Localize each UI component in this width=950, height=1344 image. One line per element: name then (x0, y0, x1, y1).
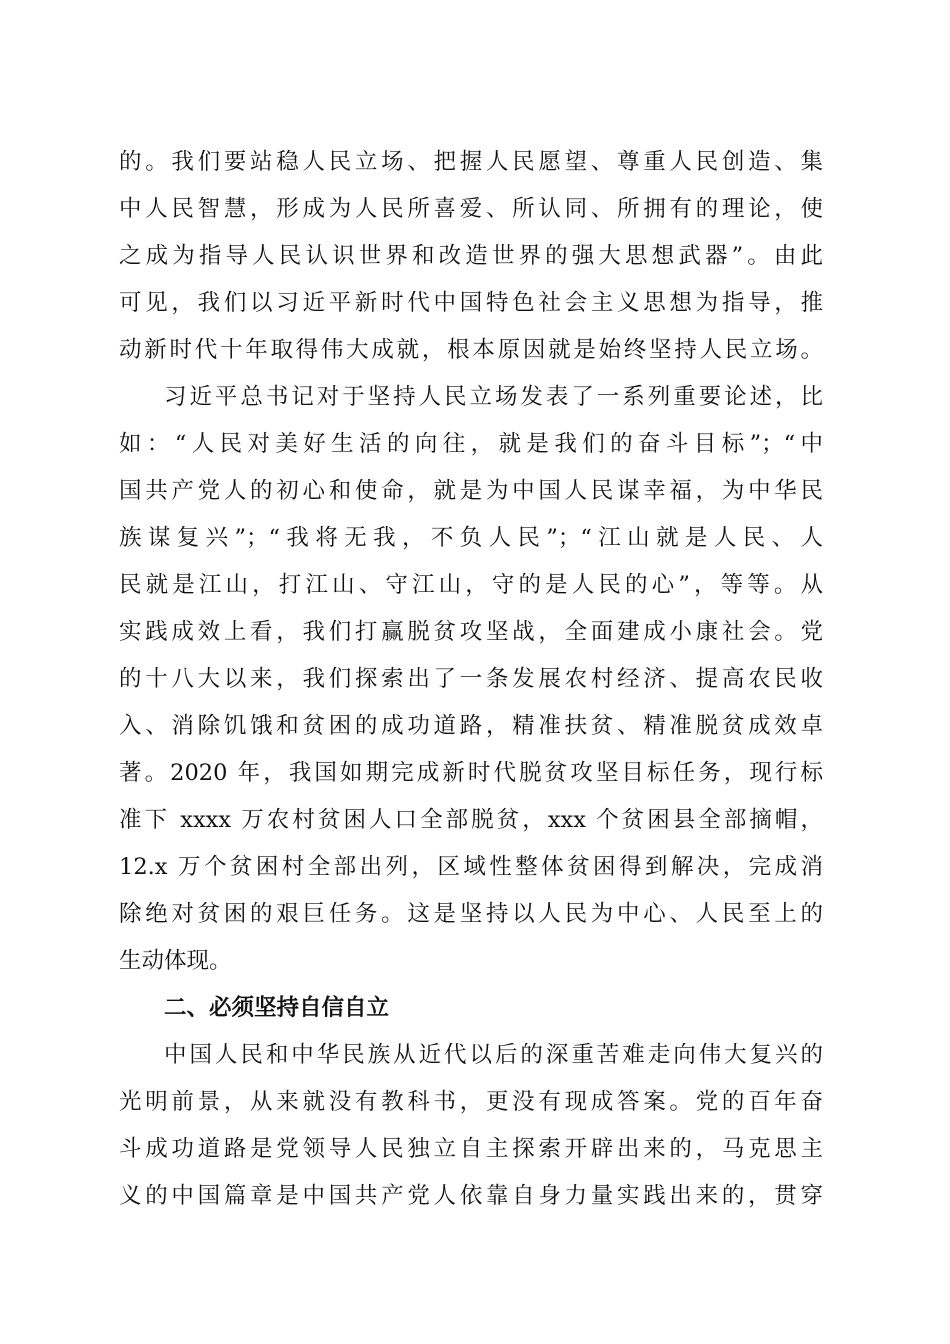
paragraph-1-line-2: 中人民智慧，形成为人民所喜爱、所认同、所拥有的理论，使 (119, 196, 823, 222)
paragraph-2-line-12: 除绝对贫困的艰巨任务。这是坚持以人民为中心、人民至上的 (119, 901, 823, 927)
paragraph-2-line-3: 国共产党人的初心和使命，就是为中国人民谋幸福，为中华民 (119, 478, 823, 504)
paragraph-2-line-1: 习近平总书记对于坚持人民立场发表了一系列重要论述，比 (164, 384, 823, 410)
paragraph-2-line-2: 如：“人民对美好生活的向往，就是我们的奋斗目标”；“中 (119, 431, 823, 457)
section-heading: 二、必须坚持自信自立 (164, 995, 390, 1021)
paragraph-2-line-5: 民就是江山，打江山、守江山，守的是人民的心”，等等。从 (119, 572, 823, 598)
paragraph-2-line-10: 准下 xxxx 万农村贫困人口全部脱贫，xxx 个贫困县全部摘帽， (119, 807, 823, 833)
paragraph-2-line-13: 生动体现。 (119, 948, 232, 974)
paragraph-2-line-7: 的十八大以来，我们探索出了一条发展农村经济、提高农民收 (119, 666, 823, 692)
paragraph-2-line-6: 实践成效上看，我们打赢脱贫攻坚战，全面建成小康社会。党 (119, 619, 823, 645)
paragraph-1-line-1: 的。我们要站稳人民立场、把握人民愿望、尊重人民创造、集 (119, 149, 823, 175)
paragraph-2-line-8: 入、消除饥饿和贫困的成功道路，精准扶贫、精准脱贫成效卓 (119, 713, 823, 739)
paragraph-3-line-4: 义的中国篇章是中国共产党人依靠自身力量实践出来的，贯穿 (119, 1183, 823, 1209)
paragraph-3-line-1: 中国人民和中华民族从近代以后的深重苦难走向伟大复兴的 (164, 1042, 823, 1068)
paragraph-2-line-4: 族谋复兴”；“我将无我，不负人民”；“江山就是人民、人 (119, 525, 823, 551)
paragraph-3-line-2: 光明前景，从来就没有教科书，更没有现成答案。党的百年奋 (119, 1089, 823, 1115)
paragraph-2-line-11: 12.x 万个贫困村全部出列，区域性整体贫困得到解决，完成消 (119, 854, 823, 880)
paragraph-2-line-9: 著。2020 年，我国如期完成新时代脱贫攻坚目标任务，现行标 (119, 760, 823, 786)
paragraph-1-line-3: 之成为指导人民认识世界和改造世界的强大思想武器”。由此 (119, 243, 823, 269)
paragraph-1-line-4: 可见，我们以习近平新时代中国特色社会主义思想为指导，推 (119, 290, 823, 316)
paragraph-3-line-3: 斗成功道路是党领导人民独立自主探索开辟出来的，马克思主 (119, 1136, 823, 1162)
paragraph-1-line-5: 动新时代十年取得伟大成就，根本原因就是始终坚持人民立场。 (119, 337, 823, 363)
